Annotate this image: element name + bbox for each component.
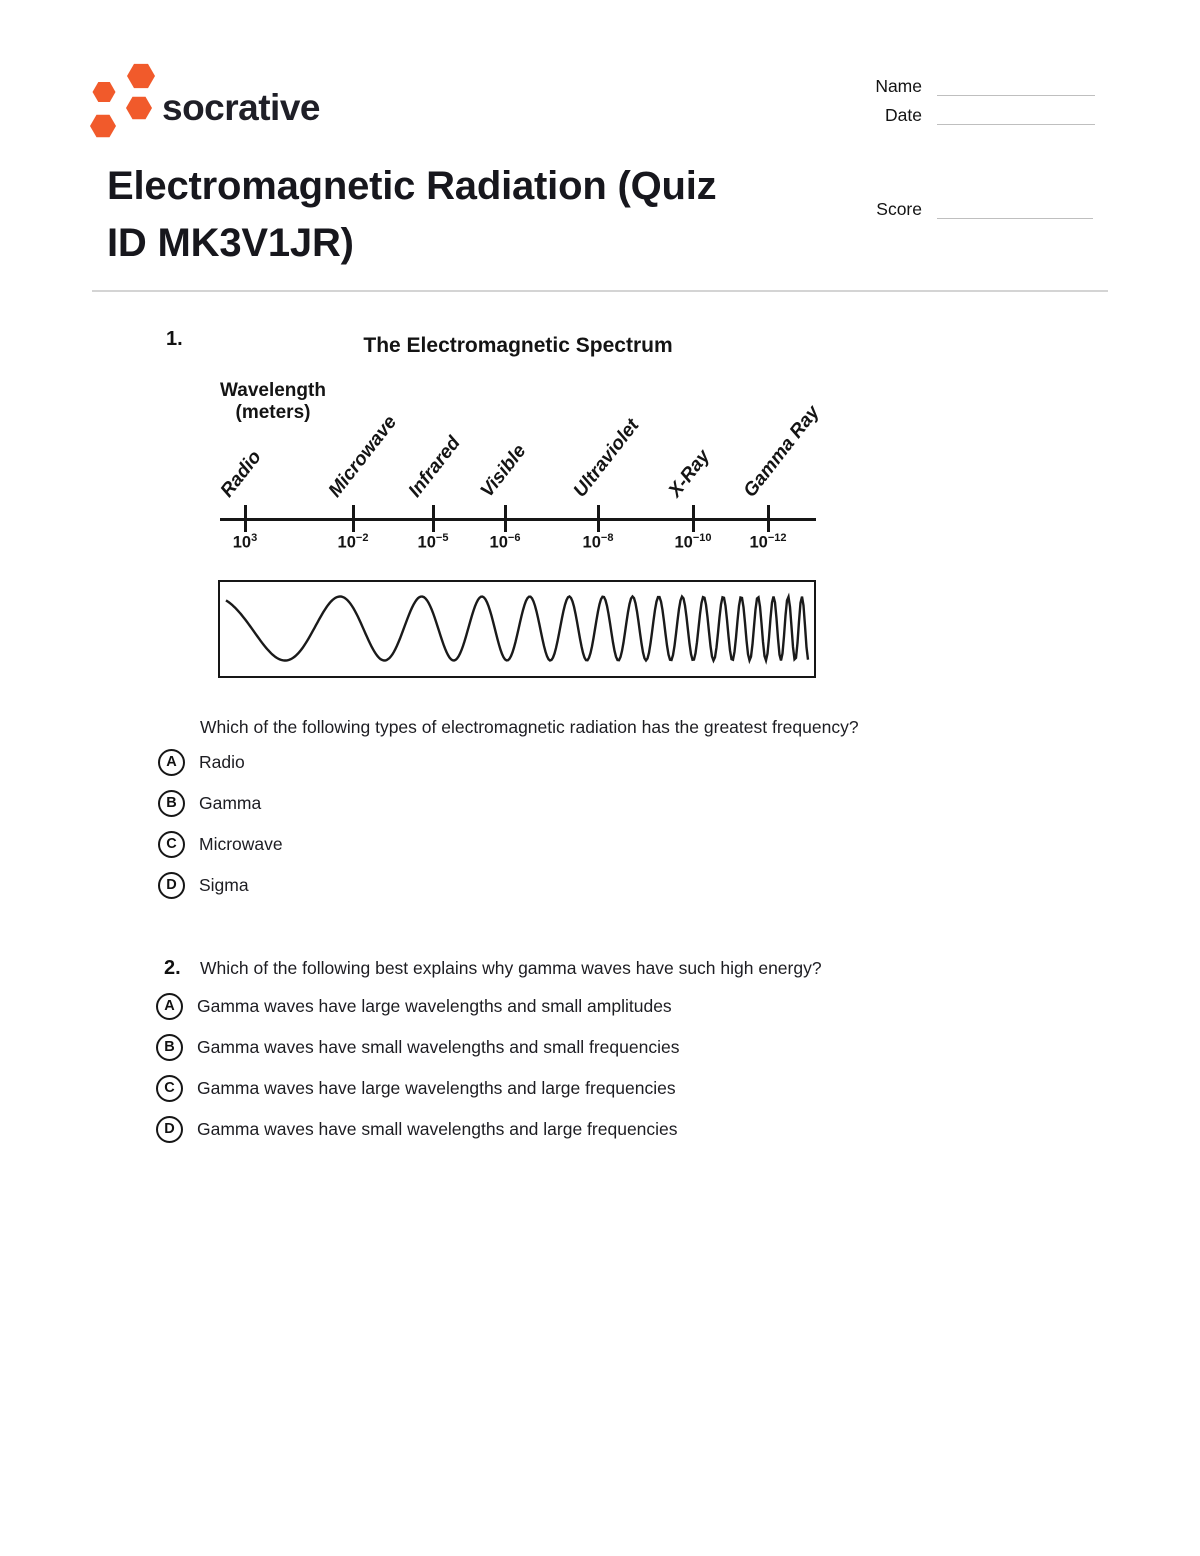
question-number: 2. bbox=[164, 957, 181, 979]
socrative-logo bbox=[85, 58, 320, 140]
question-text: Which of the following best explains why gamma waves have such high energy? bbox=[200, 958, 822, 978]
option-bubble[interactable] bbox=[156, 1075, 183, 1102]
quiz-title-line2: ID MK3V1JR) bbox=[107, 221, 354, 265]
quiz-title-line1: Electromagnetic Radiation (Quiz bbox=[107, 164, 717, 208]
option-bubble[interactable] bbox=[156, 1116, 183, 1143]
options-list bbox=[156, 992, 679, 1156]
score-blank-line[interactable] bbox=[937, 218, 1093, 219]
axis-tick bbox=[244, 505, 247, 532]
spectrum-band-label: Radio bbox=[216, 446, 266, 502]
date-blank-line[interactable] bbox=[937, 124, 1095, 125]
axis-tick-label: $10^{-12}$ bbox=[749, 532, 787, 552]
option-row[interactable] bbox=[158, 789, 283, 817]
axis-tick bbox=[597, 505, 600, 532]
spectrum-band-label: Visible bbox=[476, 440, 531, 502]
option-letter: C bbox=[164, 1079, 175, 1096]
option-letter: D bbox=[166, 876, 177, 893]
score-label: Score bbox=[876, 199, 922, 219]
spectrum-band-label: Infrared bbox=[404, 432, 465, 502]
axis-tick bbox=[767, 505, 770, 532]
question-number: 1. bbox=[166, 328, 183, 350]
spectrum-bands bbox=[216, 332, 824, 562]
option-bubble[interactable] bbox=[158, 790, 185, 817]
option-letter: B bbox=[164, 1038, 175, 1055]
option-text: Gamma waves have large wavelengths and large frequencies bbox=[197, 1077, 676, 1098]
diagram-title: The Electromagnetic Spectrum bbox=[363, 334, 673, 357]
wavelength-axis-label: Wavelength (meters) bbox=[220, 380, 326, 423]
option-bubble[interactable] bbox=[158, 749, 185, 776]
chirp-wave bbox=[226, 597, 808, 661]
option-row[interactable] bbox=[158, 871, 283, 899]
option-text: Sigma bbox=[199, 874, 249, 895]
axis-tick bbox=[432, 505, 435, 532]
brand-name: socrative bbox=[162, 87, 320, 128]
question-text: Which of the following types of electromagnetic radiation has the greatest frequency? bbox=[200, 717, 859, 737]
spectrum-diagram bbox=[216, 332, 824, 562]
options-list bbox=[158, 748, 283, 912]
option-text: Radio bbox=[199, 751, 245, 772]
page-title bbox=[107, 158, 716, 272]
option-letter: D bbox=[164, 1120, 175, 1137]
axis-tick-label: $10^{-2}$ bbox=[337, 532, 369, 552]
axis-tick-label: $10^{-10}$ bbox=[674, 532, 712, 552]
spectrum-band-label: Microwave bbox=[324, 411, 402, 502]
spectrum-band-label: Ultraviolet bbox=[569, 415, 644, 502]
name-label: Name bbox=[875, 76, 922, 96]
option-row[interactable] bbox=[156, 1074, 679, 1102]
option-text: Gamma waves have large wavelengths and small amplitudes bbox=[197, 995, 672, 1016]
axis-tick-label: $10^{-5}$ bbox=[417, 532, 449, 552]
axis-tick-label: $10^{-8}$ bbox=[582, 532, 614, 552]
axis-tick bbox=[504, 505, 507, 532]
option-letter: C bbox=[166, 835, 177, 852]
option-row[interactable] bbox=[158, 830, 283, 858]
option-row[interactable] bbox=[156, 1115, 679, 1143]
header-divider bbox=[92, 290, 1108, 292]
option-bubble[interactable] bbox=[158, 872, 185, 899]
socrative-hexagons-icon bbox=[85, 58, 157, 140]
option-text: Gamma bbox=[199, 792, 262, 813]
option-row[interactable] bbox=[156, 1033, 679, 1061]
option-letter: B bbox=[166, 794, 177, 811]
option-bubble[interactable] bbox=[156, 993, 183, 1020]
option-letter: A bbox=[164, 997, 175, 1014]
option-row[interactable] bbox=[156, 992, 679, 1020]
name-blank-line[interactable] bbox=[937, 95, 1095, 96]
axis-tick-label: $10^3$ bbox=[232, 532, 258, 552]
option-text: Gamma waves have small wavelengths and small frequencies bbox=[197, 1036, 680, 1057]
option-row[interactable] bbox=[158, 748, 283, 776]
wave-frequency-illustration bbox=[218, 580, 816, 678]
axis-tick bbox=[352, 505, 355, 532]
option-text: Microwave bbox=[199, 833, 283, 854]
option-bubble[interactable] bbox=[156, 1034, 183, 1061]
spectrum-band-label: X-Ray bbox=[664, 446, 715, 502]
axis-tick bbox=[692, 505, 695, 532]
date-label: Date bbox=[885, 105, 922, 125]
spectrum-band-label: Gamma Ray bbox=[739, 401, 824, 502]
option-bubble[interactable] bbox=[158, 831, 185, 858]
option-letter: A bbox=[166, 753, 177, 770]
option-text: Gamma waves have small wavelengths and large frequencies bbox=[197, 1118, 678, 1139]
axis-tick-label: $10^{-6}$ bbox=[489, 532, 521, 552]
